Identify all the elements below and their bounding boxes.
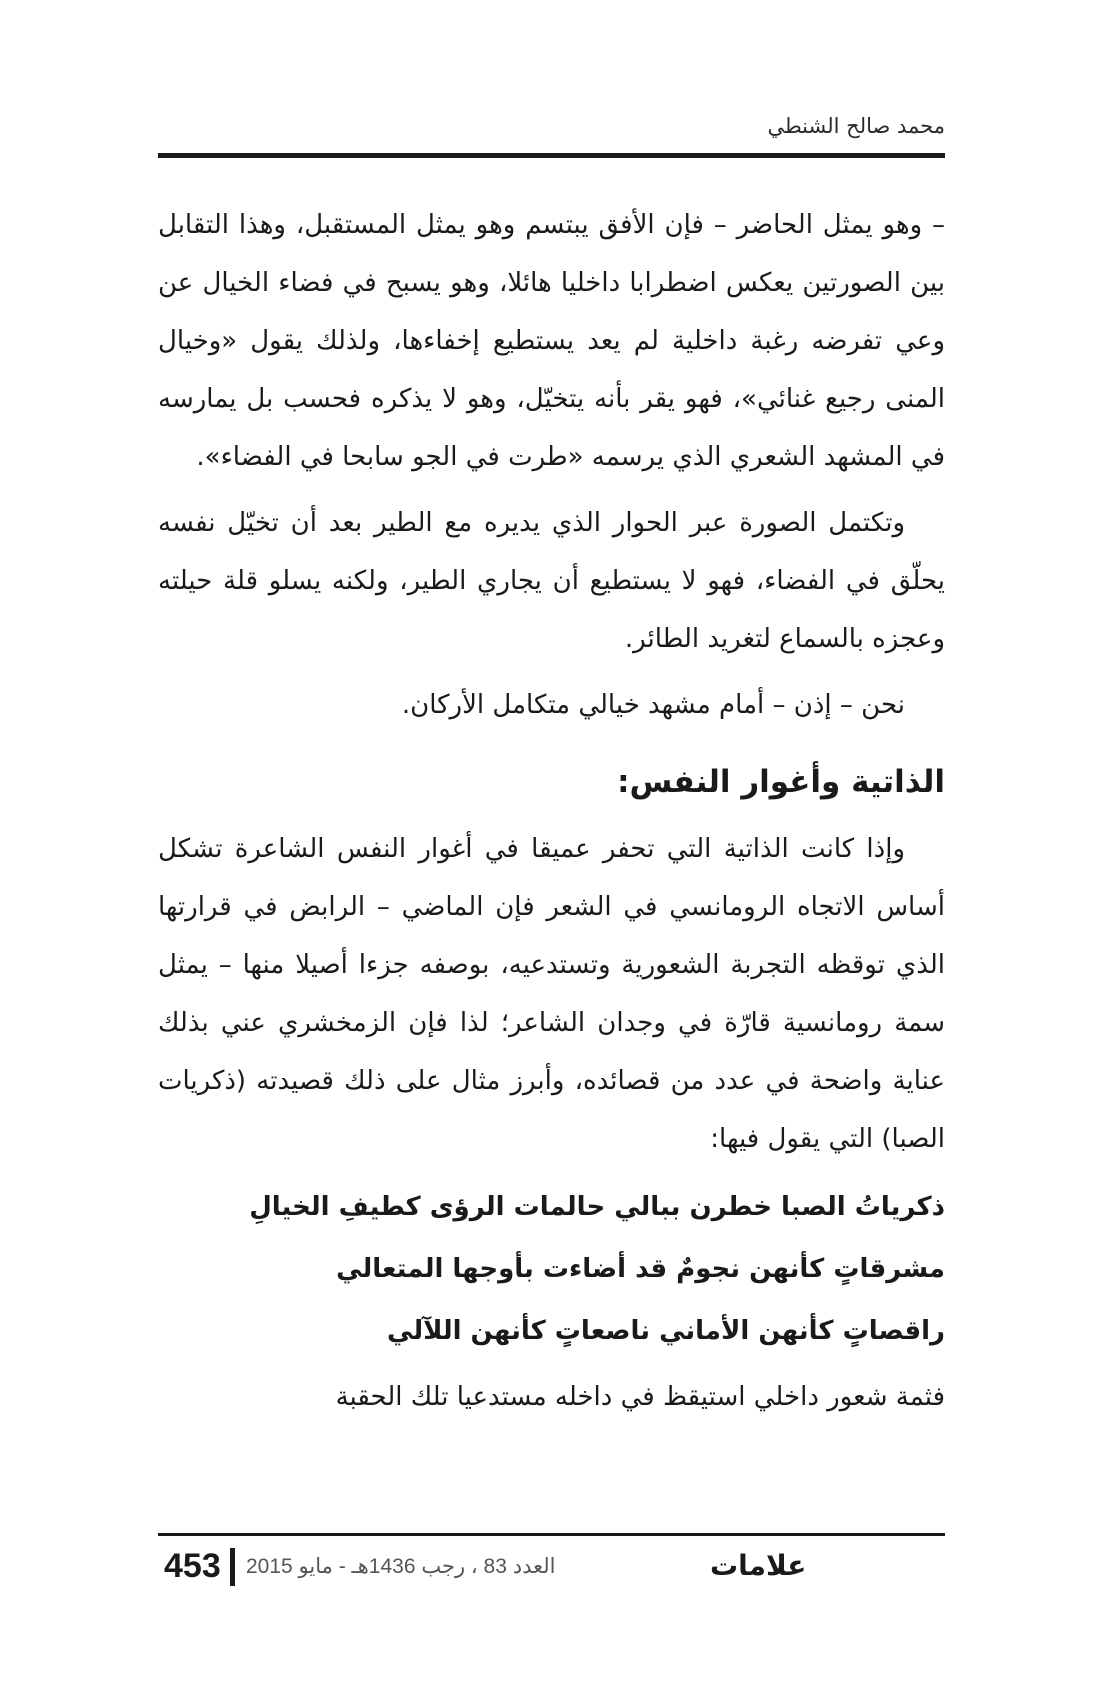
page-number: 453 [164, 1547, 221, 1585]
footer-divider [230, 1548, 235, 1586]
running-head-author: محمد صالح الشنطي [767, 114, 945, 138]
header-rule [158, 153, 945, 158]
issue-info: العدد 83 ، رجب 1436هـ - مايو 2015 [246, 1555, 556, 1578]
verse-line: راقصاتٍ كأنهن الأماني ناصعاتٍ كأنهن اللآلي [387, 1316, 945, 1346]
paragraph: وتكتمل الصورة عبر الحوار الذي يديره مع الطير بعد أن تخيّل نفسه يحلّق في الفضاء، فهو لا يستطيع أن يجاري الطير، ولكنه يسلو قلة حيلته وعجزه بالسماع لتغريد الطائر. [158, 508, 945, 654]
section-heading: الذاتية وأغوار النفس: [617, 764, 945, 800]
verse-line: ذكرياتُ الصبا خطرن ببالي حالمات الرؤى كطيفِ الخيالِ [249, 1192, 945, 1222]
journal-logo: علامات [710, 1549, 807, 1582]
paragraph: فثمة شعور داخلي استيقظ في داخله مستدعيا تلك الحقبة [335, 1382, 945, 1412]
poem-verses [158, 1176, 945, 1362]
article-body [158, 196, 945, 1434]
verse-line: مشرقاتٍ كأنهن نجومٌ قد أضاءت بأوجها المتعالي [336, 1254, 945, 1284]
paragraph: وإذا كانت الذاتية التي تحفر عميقا في أغوار النفس الشاعرة تشكل أساس الاتجاه الرومانسي في الشعر فإن الماضي – الرابض في قرارتها الذي توقظه التجربة الشعورية وتستدعيه، بوصفه جزءا أصيلا منها – يمثل سمة رومانسية قارّة في وجدان الشاعر؛ لذا فإن الزمخشري عني بذلك عناية واضحة في عدد من قصائده، وأبرز مثال على ذلك قصيدته (ذكريات الصبا) التي يقول فيها: [158, 834, 945, 1154]
footer-rule [158, 1533, 945, 1536]
paragraph: نحن – إذن – أمام مشهد خيالي متكامل الأركان. [401, 690, 905, 720]
page-footer [158, 1546, 945, 1590]
paragraph: – وهو يمثل الحاضر – فإن الأفق يبتسم وهو يمثل المستقبل، وهذا التقابل بين الصورتين يعكس اضطرابا داخليا هائلا، وهو يسبح في فضاء الخيال عن وعي تفرضه رغبة داخلية لم يعد يستطيع إخفاءها، ولذلك يقول «وخيال المنى رجيع غنائي»، فهو يقر بأنه يتخيّل، وهو لا يذكره فحسب بل يمارسه في المشهد الشعري الذي يرسمه «طرت في الجو سابحا في الفضاء». [158, 210, 945, 472]
